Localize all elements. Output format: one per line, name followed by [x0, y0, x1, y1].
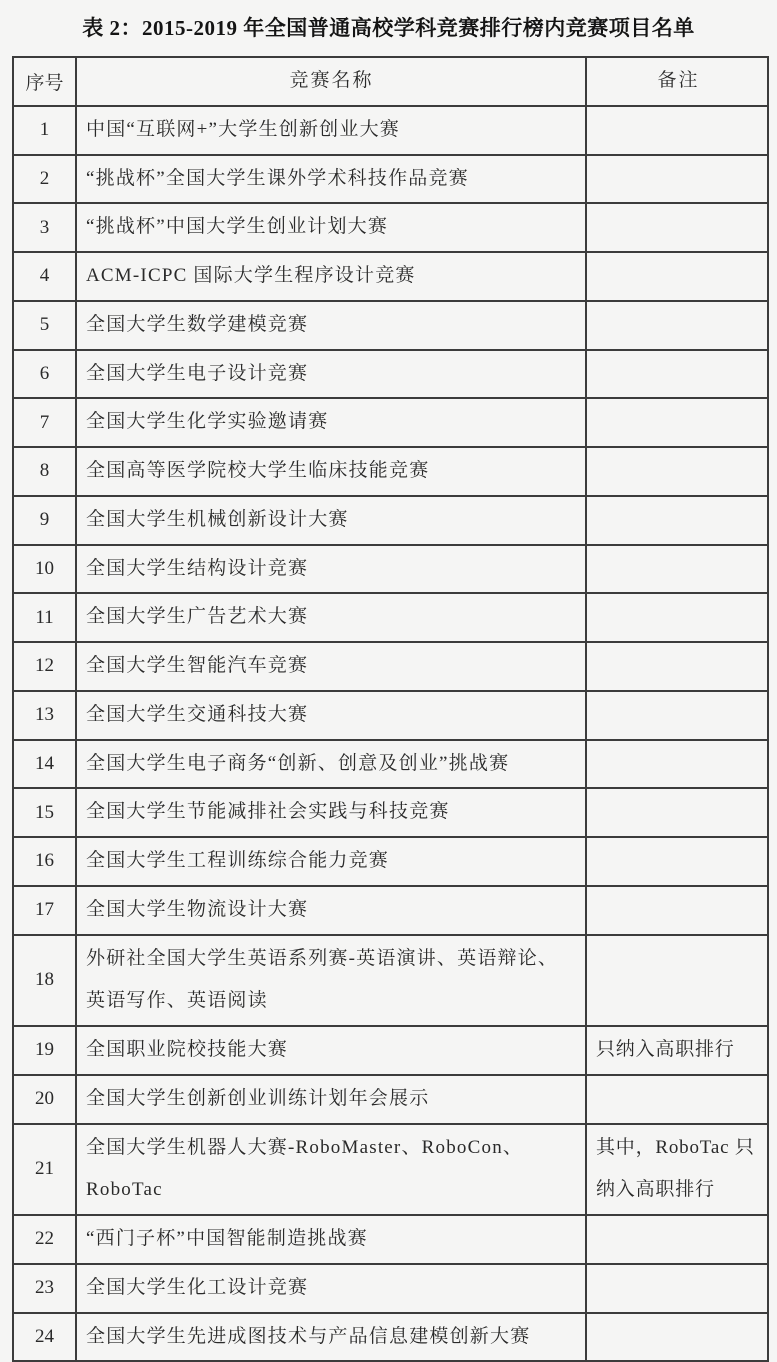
row-number-cell: 13 — [13, 691, 76, 740]
row-number-cell: 16 — [13, 837, 76, 886]
remark-cell — [586, 691, 768, 740]
header-remark: 备注 — [586, 57, 768, 106]
table-row — [13, 398, 768, 447]
competition-name-cell: 全国大学生广告艺术大赛 — [76, 593, 586, 642]
remark-cell — [586, 1075, 768, 1124]
competition-name-cell: 全国大学生节能减排社会实践与科技竞赛 — [76, 788, 586, 837]
competition-name-cell: 全国大学生结构设计竞赛 — [76, 545, 586, 594]
competition-name-cell: “挑战杯”全国大学生课外学术科技作品竞赛 — [76, 155, 586, 204]
table-row — [13, 1124, 768, 1216]
table-row — [13, 1313, 768, 1362]
row-number-cell: 7 — [13, 398, 76, 447]
competition-name-cell: “挑战杯”中国大学生创业计划大赛 — [76, 203, 586, 252]
header-name: 竞赛名称 — [76, 57, 586, 106]
row-number-cell: 1 — [13, 106, 76, 155]
remark-cell — [586, 350, 768, 399]
row-number-cell: 21 — [13, 1124, 76, 1216]
competition-name-cell: 全国大学生工程训练综合能力竞赛 — [76, 837, 586, 886]
table-row — [13, 350, 768, 399]
remark-cell — [586, 1313, 768, 1362]
row-number-cell: 8 — [13, 447, 76, 496]
remark-cell — [586, 301, 768, 350]
remark-cell — [586, 788, 768, 837]
row-number-cell: 3 — [13, 203, 76, 252]
remark-cell — [586, 837, 768, 886]
remark-cell — [586, 203, 768, 252]
table-row — [13, 496, 768, 545]
competition-name-cell: 全国大学生创新创业训练计划年会展示 — [76, 1075, 586, 1124]
remark-cell — [586, 252, 768, 301]
row-number-cell: 6 — [13, 350, 76, 399]
table-header-row — [13, 57, 768, 106]
competition-name-cell: 全国大学生交通科技大赛 — [76, 691, 586, 740]
table-row — [13, 106, 768, 155]
table-row — [13, 886, 768, 935]
row-number-cell: 23 — [13, 1264, 76, 1313]
competition-name-cell: “西门子杯”中国智能制造挑战赛 — [76, 1215, 586, 1264]
row-number-cell: 11 — [13, 593, 76, 642]
table-row — [13, 837, 768, 886]
table-row — [13, 447, 768, 496]
page-title: 表 2：2015-2019 年全国普通高校学科竞赛排行榜内竞赛项目名单 — [82, 16, 695, 40]
remark-cell — [586, 398, 768, 447]
row-number-cell: 20 — [13, 1075, 76, 1124]
table-row — [13, 1075, 768, 1124]
remark-cell: 其中，RoboTac 只纳入高职排行 — [586, 1124, 768, 1216]
competition-name-cell: 全国大学生电子商务“创新、创意及创业”挑战赛 — [76, 740, 586, 789]
row-number-cell: 12 — [13, 642, 76, 691]
table-row — [13, 301, 768, 350]
remark-cell — [586, 642, 768, 691]
row-number-cell: 4 — [13, 252, 76, 301]
table-row — [13, 788, 768, 837]
remark-cell — [586, 106, 768, 155]
table-row — [13, 252, 768, 301]
table-row — [13, 642, 768, 691]
table-row — [13, 691, 768, 740]
competition-name-cell: 全国大学生数学建模竞赛 — [76, 301, 586, 350]
remark-cell — [586, 886, 768, 935]
remark-cell — [586, 155, 768, 204]
row-number-cell: 9 — [13, 496, 76, 545]
competition-name-cell: 全国大学生物流设计大赛 — [76, 886, 586, 935]
row-number-cell: 2 — [13, 155, 76, 204]
competition-name-cell: 全国大学生智能汽车竞赛 — [76, 642, 586, 691]
table-row — [13, 1026, 768, 1075]
competition-name-cell: 全国职业院校技能大赛 — [76, 1026, 586, 1075]
remark-cell — [586, 545, 768, 594]
table-row — [13, 740, 768, 789]
remark-cell: 只纳入高职排行 — [586, 1026, 768, 1075]
competition-name-cell: 全国大学生电子设计竞赛 — [76, 350, 586, 399]
remark-cell — [586, 447, 768, 496]
row-number-cell: 19 — [13, 1026, 76, 1075]
table-row — [13, 1264, 768, 1313]
competition-name-cell: 全国高等医学院校大学生临床技能竞赛 — [76, 447, 586, 496]
remark-cell — [586, 593, 768, 642]
competition-name-cell: 中国“互联网+”大学生创新创业大赛 — [76, 106, 586, 155]
table-row — [13, 203, 768, 252]
table-row — [13, 155, 768, 204]
table-row — [13, 593, 768, 642]
competition-name-cell: ACM-ICPC 国际大学生程序设计竞赛 — [76, 252, 586, 301]
row-number-cell: 24 — [13, 1313, 76, 1362]
competition-table — [12, 56, 769, 1362]
competition-name-cell: 全国大学生化学实验邀请赛 — [76, 398, 586, 447]
competition-name-cell: 全国大学生先进成图技术与产品信息建模创新大赛 — [76, 1313, 586, 1362]
remark-cell — [586, 935, 768, 1027]
remark-cell — [586, 1215, 768, 1264]
header-number: 序号 — [13, 57, 76, 106]
table-row — [13, 935, 768, 1027]
table-row — [13, 545, 768, 594]
row-number-cell: 14 — [13, 740, 76, 789]
row-number-cell: 17 — [13, 886, 76, 935]
competition-name-cell: 全国大学生机器人大赛-RoboMaster、RoboCon、RoboTac — [76, 1124, 586, 1216]
remark-cell — [586, 496, 768, 545]
row-number-cell: 15 — [13, 788, 76, 837]
row-number-cell: 10 — [13, 545, 76, 594]
remark-cell — [586, 740, 768, 789]
remark-cell — [586, 1264, 768, 1313]
row-number-cell: 22 — [13, 1215, 76, 1264]
table-row — [13, 1215, 768, 1264]
competition-name-cell: 全国大学生机械创新设计大赛 — [76, 496, 586, 545]
competition-name-cell: 全国大学生化工设计竞赛 — [76, 1264, 586, 1313]
competition-name-cell: 外研社全国大学生英语系列赛-英语演讲、英语辩论、英语写作、英语阅读 — [76, 935, 586, 1027]
row-number-cell: 18 — [13, 935, 76, 1027]
row-number-cell: 5 — [13, 301, 76, 350]
